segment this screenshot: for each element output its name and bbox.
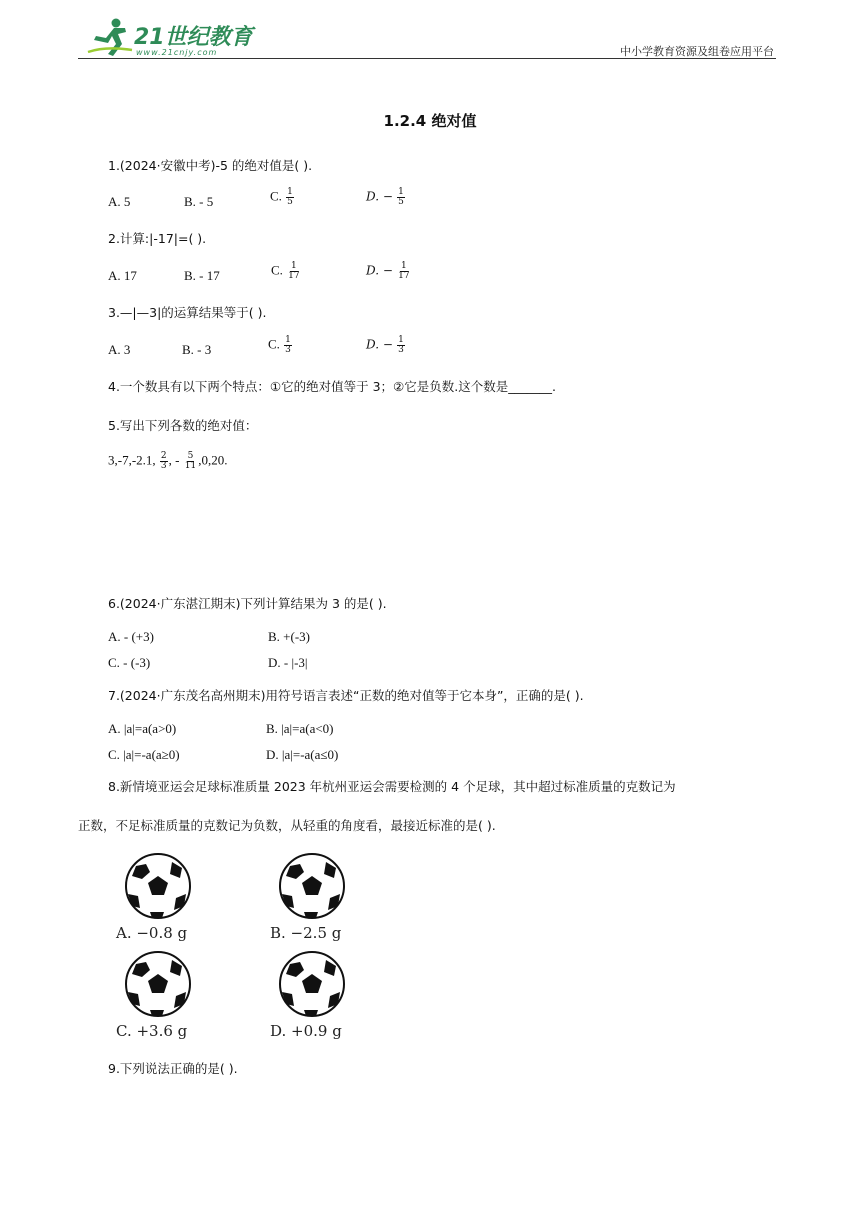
fraction-denominator: 3 <box>160 461 167 471</box>
fraction-denominator: 3 <box>285 345 291 355</box>
fraction-numerator: 2 <box>160 451 167 461</box>
q7-option-b: B. |a|=a(a<0) <box>266 721 334 736</box>
fraction-denominator: 5 <box>287 197 293 207</box>
q5-fraction-2 <box>184 452 197 471</box>
q3-option-d-label: D. − <box>366 337 393 352</box>
soccer-ball-icon <box>278 852 346 920</box>
q8-option-d-label: D. +0.9 g <box>270 1022 342 1040</box>
q6-option-d: D. - |-3| <box>268 655 308 670</box>
q8-stem-line1: 8.新情境亚运会足球标准质量 2023 年杭州亚运会需要检测的 4 个足球，其中超过标准质量的克数记为 <box>108 779 676 794</box>
q3-option-c-label: C. <box>268 336 280 352</box>
q5-values-suffix: ,0,20. <box>198 452 228 468</box>
q3-stem: 3.—|—3|的运算结果等于( ). <box>108 305 267 320</box>
q5-values <box>108 452 227 471</box>
fraction-numerator: 1 <box>287 187 293 197</box>
q3-option-a: A. 3 <box>108 342 131 357</box>
fraction-numerator: 5 <box>187 451 194 461</box>
q8-option-a-label: A. −0.8 g <box>116 924 188 942</box>
q1-option-d-fraction <box>397 188 405 207</box>
soccer-ball-icon <box>124 852 192 920</box>
q1-option-d <box>366 188 406 207</box>
q6-option-b: B. +(-3) <box>268 629 310 644</box>
q5-values-mid: , - <box>168 452 180 468</box>
q3-option-c-fraction <box>284 336 292 355</box>
q5-fraction-1 <box>160 452 168 471</box>
runner-icon <box>86 16 134 58</box>
q1-stem: 1.(2024·安徽中考)-5 的绝对值是( ). <box>108 158 313 173</box>
q2-option-c-label: C. <box>271 262 283 278</box>
logo-text: 21世纪教育 <box>134 25 253 50</box>
q8-option-c-label: C. +3.6 g <box>116 1022 188 1040</box>
q1-option-c-label: C. <box>270 188 282 204</box>
fraction-numerator: 1 <box>398 187 404 197</box>
q1-option-a: A. 5 <box>108 194 131 209</box>
q1-option-c <box>270 188 295 207</box>
q6-stem: 6.(2024·广东湛江期末)下列计算结果为 3 的是( ). <box>108 596 387 611</box>
q6-option-c: C. - (-3) <box>108 655 151 670</box>
q7-stem: 7.(2024·广东茂名高州期末)用符号语言表述“正数的绝对值等于它本身”，正确的是( ). <box>108 688 584 703</box>
header-platform-text: 中小学教育资源及组卷应用平台 <box>620 45 774 58</box>
q2-stem: 2.计算:|-17|=( ). <box>108 231 207 246</box>
q7-option-d: D. |a|=-a(a≤0) <box>266 747 339 762</box>
q1-option-d-label: D. − <box>366 189 393 204</box>
fraction-numerator: 1 <box>291 261 297 271</box>
q1-option-c-fraction <box>286 188 294 207</box>
fraction-denominator: 3 <box>398 345 404 355</box>
q8-stem-line2: 正数，不足标准质量的克数记为负数，从轻重的角度看，最接近标准的是( ). <box>78 818 496 833</box>
fraction-numerator: 1 <box>285 335 291 345</box>
q5-values-prefix: 3,-7,-2.1, <box>108 452 156 468</box>
logo <box>86 16 261 60</box>
q2-option-d-fraction <box>397 262 410 281</box>
fraction-denominator: 11 <box>184 461 197 471</box>
logo-url: www.21cnjy.com <box>136 48 218 57</box>
q9-stem: 9.下列说法正确的是( ). <box>108 1061 238 1076</box>
fraction-denominator: 5 <box>398 197 404 207</box>
q2-option-d-label: D. − <box>366 263 393 278</box>
soccer-ball-icon <box>124 950 192 1018</box>
q1-option-b: B. - 5 <box>184 194 214 209</box>
q2-option-c-fraction <box>287 262 300 281</box>
q3-option-b: B. - 3 <box>182 342 212 357</box>
q7-option-c: C. |a|=-a(a≥0) <box>108 747 180 762</box>
q2-option-d <box>366 262 412 281</box>
q2-option-c <box>271 262 302 281</box>
q4-stem: 4.一个数具有以下两个特点：①它的绝对值等于 3；②它是负数.这个数是_______. <box>108 379 556 394</box>
q2-option-a: A. 17 <box>108 268 137 283</box>
soccer-ball-icon <box>278 950 346 1018</box>
header-divider <box>78 58 776 59</box>
fraction-numerator: 1 <box>398 335 404 345</box>
fraction-numerator: 1 <box>401 261 407 271</box>
q3-option-c <box>268 336 293 355</box>
q7-option-a: A. |a|=a(a>0) <box>108 721 177 736</box>
q6-option-a: A. - (+3) <box>108 629 154 644</box>
page-title: 1.2.4 绝对值 <box>383 112 477 130</box>
q2-option-b: B. - 17 <box>184 268 220 283</box>
fraction-denominator: 17 <box>288 271 300 281</box>
fraction-denominator: 17 <box>398 271 410 281</box>
q5-stem: 5.写出下列各数的绝对值： <box>108 418 258 433</box>
q3-option-d <box>366 336 406 355</box>
q8-option-b-label: B. −2.5 g <box>270 924 342 942</box>
q3-option-d-fraction <box>397 336 405 355</box>
